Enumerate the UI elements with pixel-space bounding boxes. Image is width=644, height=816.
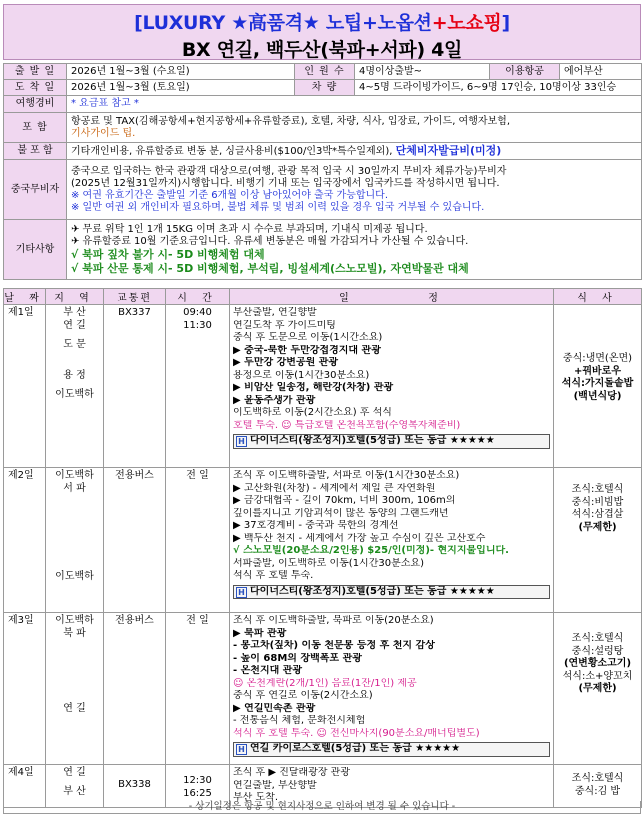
meal: 중식:냉면(온면) — [562, 353, 633, 364]
activity: ▶ 37호경계비 - 중국과 북한의 경계선 — [233, 520, 399, 531]
etc-line: ✈ 무료 위탁 1인 1개 15KG 이며 초과 시 수수료 부과되며, 기내식 미제공 됩니다. — [71, 223, 428, 235]
hotel-icon: H — [236, 587, 247, 598]
day-label: 제3일 — [4, 613, 46, 765]
location: 이도백하 — [55, 389, 94, 400]
activity: ▶ 북파 관광 — [233, 627, 287, 639]
location: 서 파 — [63, 482, 86, 494]
fee-value: * 요금표 참고 * — [67, 96, 642, 113]
day-times — [166, 613, 230, 765]
activity: ▶ 금강대협곡 - 길이 70km, 너비 300m, 106m의 — [233, 495, 456, 506]
activity: 부산 도착. — [233, 792, 278, 803]
activity: 부산출발, 연길향발 — [233, 307, 317, 318]
activity: 석식 후 호텔 투숙. — [233, 570, 314, 581]
activity: 연길출발, 부산향발 — [233, 779, 317, 791]
footer-note: - 상기일정은 항공 및 현지사정으로 인하여 변경 될 수 있습니다 - — [3, 801, 641, 814]
day-locations — [46, 305, 104, 468]
include-label: 포 함 — [4, 113, 67, 143]
location: 북 파 — [63, 627, 86, 639]
etc-line: ✈ 유류할증료 10월 기준요금입니다. 유류세 변동분은 매월 가감되거나 가산될 수 있습니다. — [71, 235, 469, 247]
location: 연 길 — [63, 703, 86, 714]
activity: - 전통음식 체험, 문화전시체험 — [233, 715, 366, 726]
hotel-name: 다이너스티(왕조성지)호텔(5성급) 또는 동급 ★★★★★ — [250, 435, 495, 446]
meal: +꿔바로우 — [573, 365, 622, 377]
day-transport: 전용버스 — [104, 613, 166, 765]
day-activities — [230, 613, 554, 765]
day-label: 제2일 — [4, 468, 46, 613]
location: 이도백하 — [55, 470, 94, 481]
hotel-box — [233, 742, 550, 757]
include-text: 항공료 및 TAX(김해공항세+현지공항세+유류할증료), 호텔, 차량, 식사, 입장료, 가이드, 여행자보험, — [71, 115, 511, 127]
hotel-box — [233, 585, 550, 600]
people-label: 인 원 수 — [295, 64, 355, 80]
hotel-name: 연길 카이로스호텔(5성급) 또는 동급 ★★★★★ — [250, 743, 461, 754]
vehicle-label: 차 량 — [295, 80, 355, 96]
activity: 깊이를지니고 기암괴석이 많은 동양의 그랜드캐년 — [233, 507, 449, 519]
arrive-value: 2026년 1월~3월 (토요일) — [67, 80, 295, 96]
activity: ▶ 연길민속촌 관광 — [233, 702, 316, 714]
visa-line: (2025년 12월31일까지)시행합니다. 비행기 기내 또는 입국장에서 입국카드를 작성하시면 됩니다. — [71, 177, 500, 189]
day-transport: BX338 — [104, 765, 166, 808]
include-tip-text: 기사가이드 팁. — [71, 127, 136, 139]
header-date: 날 짜 — [4, 289, 46, 305]
meal: 중식:김 밥 — [574, 785, 621, 797]
meal: 석식:소+양꼬치 — [562, 670, 633, 682]
itinerary-page — [3, 4, 641, 814]
meal: 조식:호텔식 — [571, 773, 624, 784]
title-bracket: ] — [501, 12, 510, 34]
day-locations — [46, 613, 104, 765]
visa-label: 중국무비자 — [4, 160, 67, 220]
exclude-text: 기타개인비용, 유류할증료 변동 분, 싱글사용비($100/인3박*특수일제외), — [71, 145, 393, 157]
meal: (무제한) — [578, 683, 617, 694]
title-luxury-text: [LUXURY ★高품격★ 노팁+노옵션 — [134, 12, 432, 34]
meal: 중식:비빔밥 — [571, 496, 624, 508]
activity: 중식 후 연길로 이동(2시간소요) — [233, 690, 373, 701]
activity: ▶ 고산화원(차창) - 세계에서 제일 큰 자연화원 — [233, 482, 436, 494]
location: 도 문 — [63, 339, 86, 350]
time: 12:30 — [183, 775, 212, 786]
exclude-value — [67, 143, 642, 160]
activity: - 봉고차(짚차) 이동 천문봉 등정 후 천지 감상 — [233, 640, 435, 651]
header-region: 지 역 — [46, 289, 104, 305]
day-activities — [230, 468, 554, 613]
location: 연 길 — [63, 767, 86, 778]
activity: 중식 후 도문으로 이동(1시간소요) — [233, 332, 383, 343]
meal: 조식:호텔식 — [571, 484, 624, 495]
title-line-2: BX 연길, 백두산(북파+서파) 4일 — [181, 39, 463, 61]
activity: ▶ 백두산 천지 - 세계에서 가장 높고 수심이 깊은 고산호수 — [233, 532, 486, 544]
people-value: 4명이상출발~ — [355, 64, 490, 80]
activity: 호텔 투숙. ☺ 특급호텔 온천욕포함(수영복자체준비) — [233, 419, 461, 431]
meal: (연변황소고기) — [563, 658, 632, 669]
time: 16:25 — [183, 787, 212, 799]
airline-label: 이용항공 — [490, 64, 560, 80]
activity: 석식 후 호텔 투숙. ☺ 전신마사지(90분소요/매너팁별도) — [233, 727, 480, 739]
activity: ▶ 중국-북한 두만강접경지대 관광 — [233, 344, 381, 356]
activity: 조식 후 ▶ 진달래광장 관광 — [233, 767, 351, 778]
include-value — [67, 113, 642, 143]
day-activities — [230, 305, 554, 468]
meal: (무제한) — [578, 521, 617, 533]
day-meals — [554, 613, 642, 765]
time: 전 일 — [186, 470, 209, 481]
day-locations — [46, 468, 104, 613]
location: 부 산 — [63, 307, 86, 318]
activity: 서파출발, 이도백하로 이동(1시간30분소요) — [233, 557, 424, 569]
activity: ▶ 윤동주생가 관광 — [233, 394, 316, 406]
airline-value: 에어부산 — [560, 64, 642, 80]
day-label: 제4일 — [4, 765, 46, 808]
visa-fee-text: 단체비자발급비(미정) — [395, 143, 502, 157]
schedule-table — [3, 288, 642, 808]
time: 09:40 — [183, 307, 212, 318]
activity: √ 스노모빌(20분소요/2인용) $25/인(미정)- 현지지불입니다. — [233, 545, 509, 556]
header-transport: 교통편 — [104, 289, 166, 305]
day-transport: BX337 — [104, 305, 166, 468]
etc-label: 기타사항 — [4, 220, 67, 280]
etc-green-line: √ 북파 짚차 불가 시- 5D 비행체험 대체 — [71, 247, 265, 261]
location: 연 길 — [63, 319, 86, 331]
day-row — [4, 305, 642, 468]
day-times — [166, 305, 230, 468]
title-line-1 — [4, 8, 640, 35]
location: 부 산 — [63, 785, 86, 797]
header-itinerary: 일 정 — [230, 289, 554, 305]
depart-label: 출 발 일 — [4, 64, 67, 80]
title-banner — [3, 4, 641, 60]
day-transport: 전용버스 — [104, 468, 166, 613]
day-times — [166, 468, 230, 613]
time: 전 일 — [186, 615, 209, 626]
location: 이도백하 — [55, 571, 94, 582]
arrive-label: 도 착 일 — [4, 80, 67, 96]
meal: 중식:설렁탕 — [571, 645, 624, 657]
depart-value: 2026년 1월~3월 (수요일) — [67, 64, 295, 80]
visa-note: ※ 일반 여권 외 개인비자 필요하며, 불법 체류 및 범죄 이력 있을 경우 입국 거부될 수 있습니다. — [71, 201, 485, 213]
activity: ▶ 비암산 일송정, 해란강(차창) 관광 — [233, 382, 394, 393]
time: 11:30 — [183, 319, 212, 331]
activity: - 온천지대 관광 — [233, 665, 303, 676]
visa-value — [67, 160, 642, 220]
activity: - 높이 68M의 장백폭포 관광 — [233, 652, 362, 664]
activity: 조식 후 이도백하출발, 북파로 이동(20분소요) — [233, 615, 434, 626]
activity: 이도백하로 이동(2시간소요) 후 석식 — [233, 407, 392, 418]
etc-value — [67, 220, 642, 280]
info-table — [3, 63, 642, 280]
meal: 석식:삼겹살 — [571, 509, 624, 520]
activity: 용정으로 이동(1시간30분소요) — [233, 369, 370, 381]
visa-line: 중국으로 입국하는 한국 관광객 대상으로(여행, 관광 목적 입국 시 30일까지 무비자 체류가능)무비자 — [71, 165, 507, 177]
day-label: 제1일 — [4, 305, 46, 468]
day-meals — [554, 305, 642, 468]
location: 이도백하 — [55, 615, 94, 626]
vehicle-value: 4~5명 드라이빙가이드, 6~9명 17인승, 10명이상 33인승 — [355, 80, 642, 96]
activity: 조식 후 이도백하출발, 서파로 이동(1시간30분소요) — [233, 470, 460, 481]
hotel-name: 다이너스티(왕조성지)호텔(5성급) 또는 동급 ★★★★★ — [250, 585, 495, 597]
title-no-shopping: +노쇼핑 — [431, 12, 502, 34]
fee-label: 여행경비 — [4, 96, 67, 113]
meal: 석식:가지돌솥밥 — [561, 378, 634, 389]
etc-green-line: √ 북파 산문 통제 시- 5D 비행체험, 부석림, 빙설세계(스노모빌), 자연박물관 대체 — [71, 261, 469, 275]
day-meals — [554, 468, 642, 613]
hotel-icon: H — [236, 744, 247, 755]
meal: 조식:호텔식 — [571, 633, 624, 644]
location: 용 정 — [63, 369, 86, 381]
exclude-label: 불 포 함 — [4, 143, 67, 160]
activity: ☺ 온천계란(2개/1인) 음료(1잔/1인) 제공 — [233, 677, 417, 689]
hotel-icon: H — [236, 436, 247, 447]
header-time: 시 간 — [166, 289, 230, 305]
activity: 연길도착 후 가이드미팅 — [233, 319, 336, 331]
hotel-box — [233, 434, 550, 449]
activity: ▶ 두만강 강변공원 관광 — [233, 357, 339, 368]
day-row — [4, 613, 642, 765]
meal: (백년식당) — [573, 390, 622, 402]
visa-note: ※ 여권 유효기간은 출발일 기준 6개월 이상 남아있어야 출국 가능합니다. — [71, 189, 389, 201]
header-meal: 식 사 — [554, 289, 642, 305]
day-row — [4, 468, 642, 613]
